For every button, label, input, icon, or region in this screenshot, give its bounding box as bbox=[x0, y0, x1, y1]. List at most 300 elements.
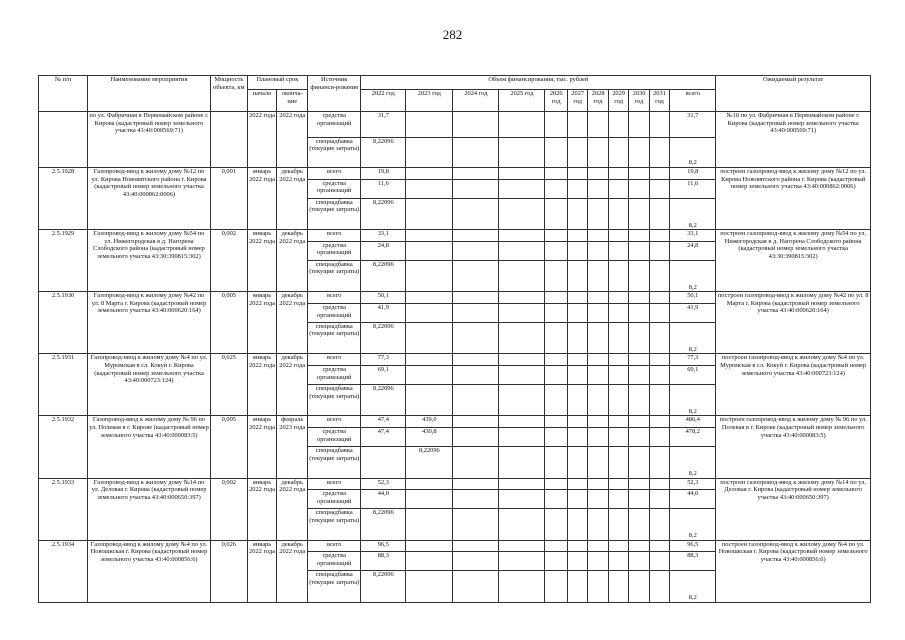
amount-empty bbox=[629, 428, 649, 447]
amount-empty bbox=[453, 303, 499, 322]
amount-empty bbox=[453, 260, 499, 292]
header-volume: Объем финансирования, тыс. рублей bbox=[361, 76, 716, 90]
amount-empty bbox=[453, 447, 499, 479]
amount-empty bbox=[499, 509, 545, 541]
start-date: январь 2022 года bbox=[247, 168, 277, 230]
amount-2022: 47,4 bbox=[361, 428, 406, 447]
funding-source: всего bbox=[308, 168, 361, 180]
table-row bbox=[39, 416, 871, 428]
amount-empty bbox=[567, 168, 587, 180]
amount-empty bbox=[588, 490, 608, 509]
amount-empty bbox=[649, 552, 669, 571]
amount-empty bbox=[499, 168, 545, 180]
header-year: 2027 год bbox=[567, 90, 587, 112]
amount-2022: 50,1 bbox=[361, 292, 406, 304]
expected-result: №10 по ул. Фабричная в Первомайском районе г. Кирова (кадастровый номер земельного участка 43:40:000569:71) bbox=[716, 112, 871, 168]
amount-empty bbox=[649, 366, 669, 385]
capacity-value: 0,025 bbox=[210, 354, 247, 416]
amount-empty bbox=[629, 490, 649, 509]
header-capacity: Мощность объекта, км bbox=[210, 76, 247, 112]
end-date: декабрь 2022 года bbox=[277, 168, 308, 230]
funding-source: спецнадбавка (текущие затраты) bbox=[308, 137, 361, 167]
amount-empty bbox=[629, 137, 649, 167]
amount-empty bbox=[453, 478, 499, 490]
amount-empty bbox=[649, 447, 669, 479]
amount-total: 19,8 bbox=[670, 168, 716, 180]
measure-name: Газопровод-ввод к жилому дому №4 по ул. Новошкская г. Кирова (кадастровый номер земельного участка 43:40:000856:6) bbox=[88, 540, 211, 602]
amount-empty bbox=[629, 230, 649, 242]
amount-empty bbox=[499, 230, 545, 242]
amount-empty bbox=[567, 428, 587, 447]
amount-total: 88,3 bbox=[670, 552, 716, 571]
start-date: январь 2022 года bbox=[247, 540, 277, 602]
amount-empty bbox=[545, 552, 568, 571]
amount-2022: 96,5 bbox=[361, 540, 406, 552]
amount-2022: 8,22096 bbox=[361, 384, 406, 416]
amount-empty bbox=[629, 260, 649, 292]
amount-2022: 47,4 bbox=[361, 416, 406, 428]
amount-empty bbox=[499, 322, 545, 354]
amount-empty bbox=[608, 478, 628, 490]
amount-empty bbox=[629, 292, 649, 304]
amount-empty bbox=[453, 137, 499, 167]
amount-empty bbox=[545, 571, 568, 603]
amount-total: 486,4 bbox=[670, 416, 716, 428]
amount-empty bbox=[588, 384, 608, 416]
amount-total: 8,2 bbox=[670, 509, 716, 541]
amount-total: 478,2 bbox=[670, 428, 716, 447]
amount-2022: 24,8 bbox=[361, 241, 406, 260]
amount-2023 bbox=[406, 292, 453, 304]
amount-empty bbox=[453, 198, 499, 230]
amount-empty bbox=[649, 303, 669, 322]
amount-empty bbox=[608, 241, 628, 260]
funding-source: спецнадбавка (текущие затраты) bbox=[308, 198, 361, 230]
amount-empty bbox=[545, 112, 568, 138]
amount-empty bbox=[499, 354, 545, 366]
amount-empty bbox=[499, 179, 545, 198]
amount-empty bbox=[608, 384, 628, 416]
amount-empty bbox=[629, 416, 649, 428]
amount-empty bbox=[453, 292, 499, 304]
row-number: 2.5.1932 bbox=[39, 416, 88, 478]
amount-2022: 33,1 bbox=[361, 230, 406, 242]
amount-total: 31,7 bbox=[670, 112, 716, 138]
amount-empty bbox=[649, 112, 669, 138]
amount-empty bbox=[545, 478, 568, 490]
amount-empty bbox=[453, 179, 499, 198]
header-year: 2023 год bbox=[406, 90, 453, 112]
amount-empty bbox=[588, 552, 608, 571]
amount-empty bbox=[588, 179, 608, 198]
amount-empty bbox=[545, 384, 568, 416]
amount-empty bbox=[545, 509, 568, 541]
amount-empty bbox=[545, 137, 568, 167]
amount-empty bbox=[499, 447, 545, 479]
amount-empty bbox=[629, 322, 649, 354]
amount-empty bbox=[588, 230, 608, 242]
amount-2022: 69,1 bbox=[361, 366, 406, 385]
header-year: 2028 год bbox=[588, 90, 608, 112]
amount-empty bbox=[608, 322, 628, 354]
amount-empty bbox=[499, 478, 545, 490]
amount-empty bbox=[567, 490, 587, 509]
capacity-value: 0,026 bbox=[210, 540, 247, 602]
amount-2023 bbox=[406, 230, 453, 242]
end-date: февраль 2023 года bbox=[277, 416, 308, 478]
amount-total: 8,2 bbox=[670, 447, 716, 479]
funding-source: всего bbox=[308, 416, 361, 428]
amount-empty bbox=[649, 292, 669, 304]
amount-2023 bbox=[406, 552, 453, 571]
funding-source: средства организаций bbox=[308, 366, 361, 385]
amount-empty bbox=[588, 540, 608, 552]
header-start: начало bbox=[247, 90, 277, 112]
amount-empty bbox=[588, 478, 608, 490]
amount-total: 41,9 bbox=[670, 303, 716, 322]
funding-source: всего bbox=[308, 540, 361, 552]
amount-empty bbox=[649, 416, 669, 428]
amount-empty bbox=[567, 366, 587, 385]
amount-empty bbox=[588, 137, 608, 167]
amount-empty bbox=[649, 168, 669, 180]
table-row bbox=[39, 292, 871, 304]
end-date: декабрь 2022 года bbox=[277, 540, 308, 602]
end-date: декабрь 2022 года bbox=[277, 354, 308, 416]
amount-2023: 439,0 bbox=[406, 416, 453, 428]
amount-empty bbox=[567, 230, 587, 242]
amount-2023 bbox=[406, 354, 453, 366]
table-row bbox=[39, 168, 871, 180]
amount-empty bbox=[608, 416, 628, 428]
amount-2023 bbox=[406, 112, 453, 138]
amount-empty bbox=[499, 490, 545, 509]
row-number bbox=[39, 112, 88, 168]
row-number: 2.5.1928 bbox=[39, 168, 88, 230]
table-row bbox=[39, 112, 871, 138]
amount-total: 24,8 bbox=[670, 241, 716, 260]
amount-empty bbox=[453, 366, 499, 385]
header-year-total: всего bbox=[670, 90, 716, 112]
financing-table bbox=[38, 75, 871, 603]
amount-empty bbox=[629, 112, 649, 138]
amount-empty bbox=[608, 137, 628, 167]
amount-empty bbox=[453, 168, 499, 180]
amount-empty bbox=[545, 198, 568, 230]
amount-empty bbox=[545, 428, 568, 447]
header-year: 2030 год bbox=[629, 90, 649, 112]
row-number: 2.5.1933 bbox=[39, 478, 88, 540]
amount-empty bbox=[567, 303, 587, 322]
header-year: 2029 год bbox=[608, 90, 628, 112]
amount-2023 bbox=[406, 322, 453, 354]
expected-result: построен газопровод-ввод к жилому дому №42 по ул. 8 Марта г. Кирова (кадастровый номер земельного участка 43:40:000620:164) bbox=[716, 292, 871, 354]
amount-empty bbox=[629, 384, 649, 416]
amount-empty bbox=[629, 571, 649, 603]
amount-empty bbox=[453, 428, 499, 447]
amount-empty bbox=[545, 303, 568, 322]
amount-2023 bbox=[406, 198, 453, 230]
amount-empty bbox=[629, 179, 649, 198]
amount-empty bbox=[629, 478, 649, 490]
funding-source: спецнадбавка (текущие затраты) bbox=[308, 322, 361, 354]
amount-2023 bbox=[406, 260, 453, 292]
amount-2023: 8,22096 bbox=[406, 447, 453, 479]
measure-name: по ул. Фабричная в Первомайском районе г. Кирова (кадастровый номер земельного участка 43:40:000569:71) bbox=[88, 112, 211, 168]
amount-empty bbox=[629, 552, 649, 571]
amount-empty bbox=[545, 230, 568, 242]
amount-empty bbox=[545, 540, 568, 552]
amount-empty bbox=[453, 552, 499, 571]
amount-empty bbox=[649, 509, 669, 541]
funding-source: средства организаций bbox=[308, 303, 361, 322]
amount-empty bbox=[588, 509, 608, 541]
table-row bbox=[39, 540, 871, 552]
amount-empty bbox=[629, 354, 649, 366]
table-row bbox=[39, 354, 871, 366]
amount-total: 8,2 bbox=[670, 384, 716, 416]
amount-empty bbox=[588, 260, 608, 292]
measure-name: Газопровод-ввод к жилому дому №42 по ул. 8 Марта г. Кирова (кадастровый номер земельного участка 43:40:000620:164) bbox=[88, 292, 211, 354]
end-date: декабрь 2022 года bbox=[277, 292, 308, 354]
amount-empty bbox=[453, 230, 499, 242]
amount-empty bbox=[545, 241, 568, 260]
amount-empty bbox=[453, 509, 499, 541]
amount-empty bbox=[608, 168, 628, 180]
start-date: 2022 года bbox=[247, 112, 277, 168]
measure-name: Газопровод-ввод к жилому дому №14 по ул. Деловая г. Кирова (кадастровый номер земельного участка 43:40:000650:397) bbox=[88, 478, 211, 540]
amount-2023 bbox=[406, 179, 453, 198]
amount-2022: 31,7 bbox=[361, 112, 406, 138]
amount-empty bbox=[453, 490, 499, 509]
amount-empty bbox=[649, 354, 669, 366]
start-date: январь 2022 года bbox=[247, 230, 277, 292]
capacity-value: 0,002 bbox=[210, 478, 247, 540]
measure-name: Газопровод-ввод к жилому дому № 96 по ул. Полевая в г. Кирове (кадастровый номер земельного участка 43:40:000083:5) bbox=[88, 416, 211, 478]
expected-result: построен газопровод-ввод к жилому дому №12 по ул. Кирова Нововятского района г. Кирова (кадастровый номер земельного участка 43:40:000862:0006) bbox=[716, 168, 871, 230]
amount-empty bbox=[567, 322, 587, 354]
amount-total: 96,5 bbox=[670, 540, 716, 552]
amount-empty bbox=[608, 260, 628, 292]
amount-2022: 8,22096 bbox=[361, 322, 406, 354]
header-year: 2026 год bbox=[545, 90, 568, 112]
amount-empty bbox=[649, 540, 669, 552]
amount-empty bbox=[545, 416, 568, 428]
amount-total: 52,3 bbox=[670, 478, 716, 490]
amount-empty bbox=[588, 292, 608, 304]
amount-empty bbox=[629, 447, 649, 479]
amount-total: 8,2 bbox=[670, 571, 716, 603]
amount-empty bbox=[453, 241, 499, 260]
expected-result: построен газопровод-ввод к жилому дому №54 по ул. Нижегородская в д. Нагорена Слободского района (кадастровый номер земельного участка 43:30:390815:302) bbox=[716, 230, 871, 292]
funding-source: спецнадбавка (текущие затраты) bbox=[308, 384, 361, 416]
amount-empty bbox=[499, 112, 545, 138]
amount-empty bbox=[567, 292, 587, 304]
amount-empty bbox=[545, 168, 568, 180]
amount-empty bbox=[649, 322, 669, 354]
start-date: январь 2022 года bbox=[247, 478, 277, 540]
amount-empty bbox=[588, 168, 608, 180]
amount-2022: 11,6 bbox=[361, 179, 406, 198]
amount-empty bbox=[499, 571, 545, 603]
amount-empty bbox=[499, 416, 545, 428]
amount-2023 bbox=[406, 478, 453, 490]
amount-total: 8,2 bbox=[670, 198, 716, 230]
amount-empty bbox=[567, 112, 587, 138]
header-source: Источник финанси-рования bbox=[308, 76, 361, 112]
amount-2022: 19,8 bbox=[361, 168, 406, 180]
funding-source: всего bbox=[308, 230, 361, 242]
header-plan: Плановый срок bbox=[247, 76, 307, 90]
amount-2022: 8,22096 bbox=[361, 260, 406, 292]
funding-source: средства организаций bbox=[308, 552, 361, 571]
amount-empty bbox=[499, 260, 545, 292]
amount-empty bbox=[588, 303, 608, 322]
amount-empty bbox=[649, 241, 669, 260]
amount-empty bbox=[629, 540, 649, 552]
amount-2022: 88,3 bbox=[361, 552, 406, 571]
amount-empty bbox=[499, 303, 545, 322]
amount-2023 bbox=[406, 366, 453, 385]
amount-empty bbox=[499, 384, 545, 416]
amount-empty bbox=[453, 540, 499, 552]
header-year: 2031 год bbox=[649, 90, 669, 112]
header-no: № п/п bbox=[39, 76, 88, 112]
amount-2022: 52,3 bbox=[361, 478, 406, 490]
measure-name: Газопровод-ввод к жилому дому №54 по ул. Нижегородская в д. Нагорена Слободского района (кадастровый номер земельного участка 43:30:390815:302) bbox=[88, 230, 211, 292]
amount-2022: 77,3 bbox=[361, 354, 406, 366]
amount-empty bbox=[649, 179, 669, 198]
end-date: декабрь 2022 года bbox=[277, 230, 308, 292]
amount-2022: 41,9 bbox=[361, 303, 406, 322]
amount-2023 bbox=[406, 137, 453, 167]
funding-source: спецнадбавка (текущие затраты) bbox=[308, 260, 361, 292]
amount-empty bbox=[588, 241, 608, 260]
capacity-value: 0,001 bbox=[210, 168, 247, 230]
measure-name: Газопровод-ввод к жилому дому №12 по ул. Кирова Нововятского района г. Кирова (кадастровый номер земельного участка 43:40:000862:0006) bbox=[88, 168, 211, 230]
start-date: январь 2022 года bbox=[247, 416, 277, 478]
amount-empty bbox=[453, 416, 499, 428]
amount-empty bbox=[499, 137, 545, 167]
amount-empty bbox=[608, 303, 628, 322]
amount-empty bbox=[499, 198, 545, 230]
amount-empty bbox=[608, 552, 628, 571]
amount-empty bbox=[499, 241, 545, 260]
amount-2023 bbox=[406, 303, 453, 322]
header-year: 2024 год bbox=[453, 90, 499, 112]
table-row bbox=[39, 478, 871, 490]
funding-source: спецнадбавка (текущие затраты) bbox=[308, 571, 361, 603]
amount-empty bbox=[608, 540, 628, 552]
amount-total: 11,6 bbox=[670, 179, 716, 198]
amount-2023 bbox=[406, 571, 453, 603]
amount-empty bbox=[629, 198, 649, 230]
amount-empty bbox=[649, 230, 669, 242]
amount-2023: 430,8 bbox=[406, 428, 453, 447]
amount-2023 bbox=[406, 168, 453, 180]
amount-empty bbox=[608, 198, 628, 230]
capacity-value: 0,005 bbox=[210, 416, 247, 478]
amount-empty bbox=[567, 179, 587, 198]
amount-empty bbox=[499, 540, 545, 552]
row-number: 2.5.1929 bbox=[39, 230, 88, 292]
header-name: Наименование мероприятия bbox=[88, 76, 211, 112]
amount-empty bbox=[608, 179, 628, 198]
capacity-value: 0,002 bbox=[210, 230, 247, 292]
funding-source: средства организаций bbox=[308, 490, 361, 509]
amount-2023 bbox=[406, 509, 453, 541]
amount-2022: 44,0 bbox=[361, 490, 406, 509]
funding-source: всего bbox=[308, 478, 361, 490]
amount-2022 bbox=[361, 447, 406, 479]
capacity-value bbox=[210, 112, 247, 168]
amount-empty bbox=[567, 478, 587, 490]
amount-empty bbox=[608, 428, 628, 447]
amount-empty bbox=[588, 447, 608, 479]
amount-empty bbox=[567, 447, 587, 479]
amount-empty bbox=[608, 292, 628, 304]
amount-empty bbox=[499, 552, 545, 571]
amount-2022: 8,22096 bbox=[361, 137, 406, 167]
funding-source: средства организаций bbox=[308, 428, 361, 447]
table-row bbox=[39, 230, 871, 242]
amount-empty bbox=[453, 571, 499, 603]
amount-empty bbox=[545, 322, 568, 354]
end-date: декабрь 2022 года bbox=[277, 478, 308, 540]
amount-empty bbox=[608, 509, 628, 541]
amount-2023 bbox=[406, 540, 453, 552]
amount-empty bbox=[567, 509, 587, 541]
amount-empty bbox=[499, 292, 545, 304]
amount-empty bbox=[608, 571, 628, 603]
expected-result: построен газопровод-ввод к жилому дому №4 по ул. Муромская в сл. Кокуй г. Кирова (кадастровый номер земельного участка 43:40:000723:124) bbox=[716, 354, 871, 416]
amount-2022: 8,22096 bbox=[361, 198, 406, 230]
expected-result: построен газопровод-ввод к жилому дому №4 по ул. Новошкская г. Кирова (кадастровый номер земельного участка 43:40:000856:6) bbox=[716, 540, 871, 602]
funding-source: спецнадбавка (текущие затраты) bbox=[308, 447, 361, 479]
amount-2022: 8,22096 bbox=[361, 509, 406, 541]
amount-empty bbox=[567, 354, 587, 366]
amount-empty bbox=[567, 540, 587, 552]
amount-empty bbox=[567, 241, 587, 260]
header-result: Ожидаемый результат bbox=[716, 76, 871, 112]
amount-empty bbox=[545, 260, 568, 292]
amount-total: 44,0 bbox=[670, 490, 716, 509]
amount-empty bbox=[649, 260, 669, 292]
header-year: 2022 год bbox=[361, 90, 406, 112]
amount-empty bbox=[453, 112, 499, 138]
amount-empty bbox=[629, 303, 649, 322]
amount-empty bbox=[608, 490, 628, 509]
amount-empty bbox=[588, 428, 608, 447]
amount-empty bbox=[567, 571, 587, 603]
amount-empty bbox=[629, 509, 649, 541]
amount-empty bbox=[545, 292, 568, 304]
end-date: 2022 года bbox=[277, 112, 308, 168]
amount-total: 77,3 bbox=[670, 354, 716, 366]
amount-total: 50,1 bbox=[670, 292, 716, 304]
amount-empty bbox=[608, 366, 628, 385]
amount-total: 69,1 bbox=[670, 366, 716, 385]
amount-empty bbox=[588, 571, 608, 603]
funding-source: средства организаций bbox=[308, 112, 361, 138]
measure-name: Газопровод-ввод к жилому дому №4 по ул. Муромская в сл. Кокуй г. Кирова (кадастровый номер земельного участка 43:40:000723:124) bbox=[88, 354, 211, 416]
amount-empty bbox=[567, 260, 587, 292]
amount-empty bbox=[567, 198, 587, 230]
amount-total: 8,2 bbox=[670, 137, 716, 167]
amount-total: 8,2 bbox=[670, 322, 716, 354]
amount-empty bbox=[545, 354, 568, 366]
amount-empty bbox=[545, 366, 568, 385]
